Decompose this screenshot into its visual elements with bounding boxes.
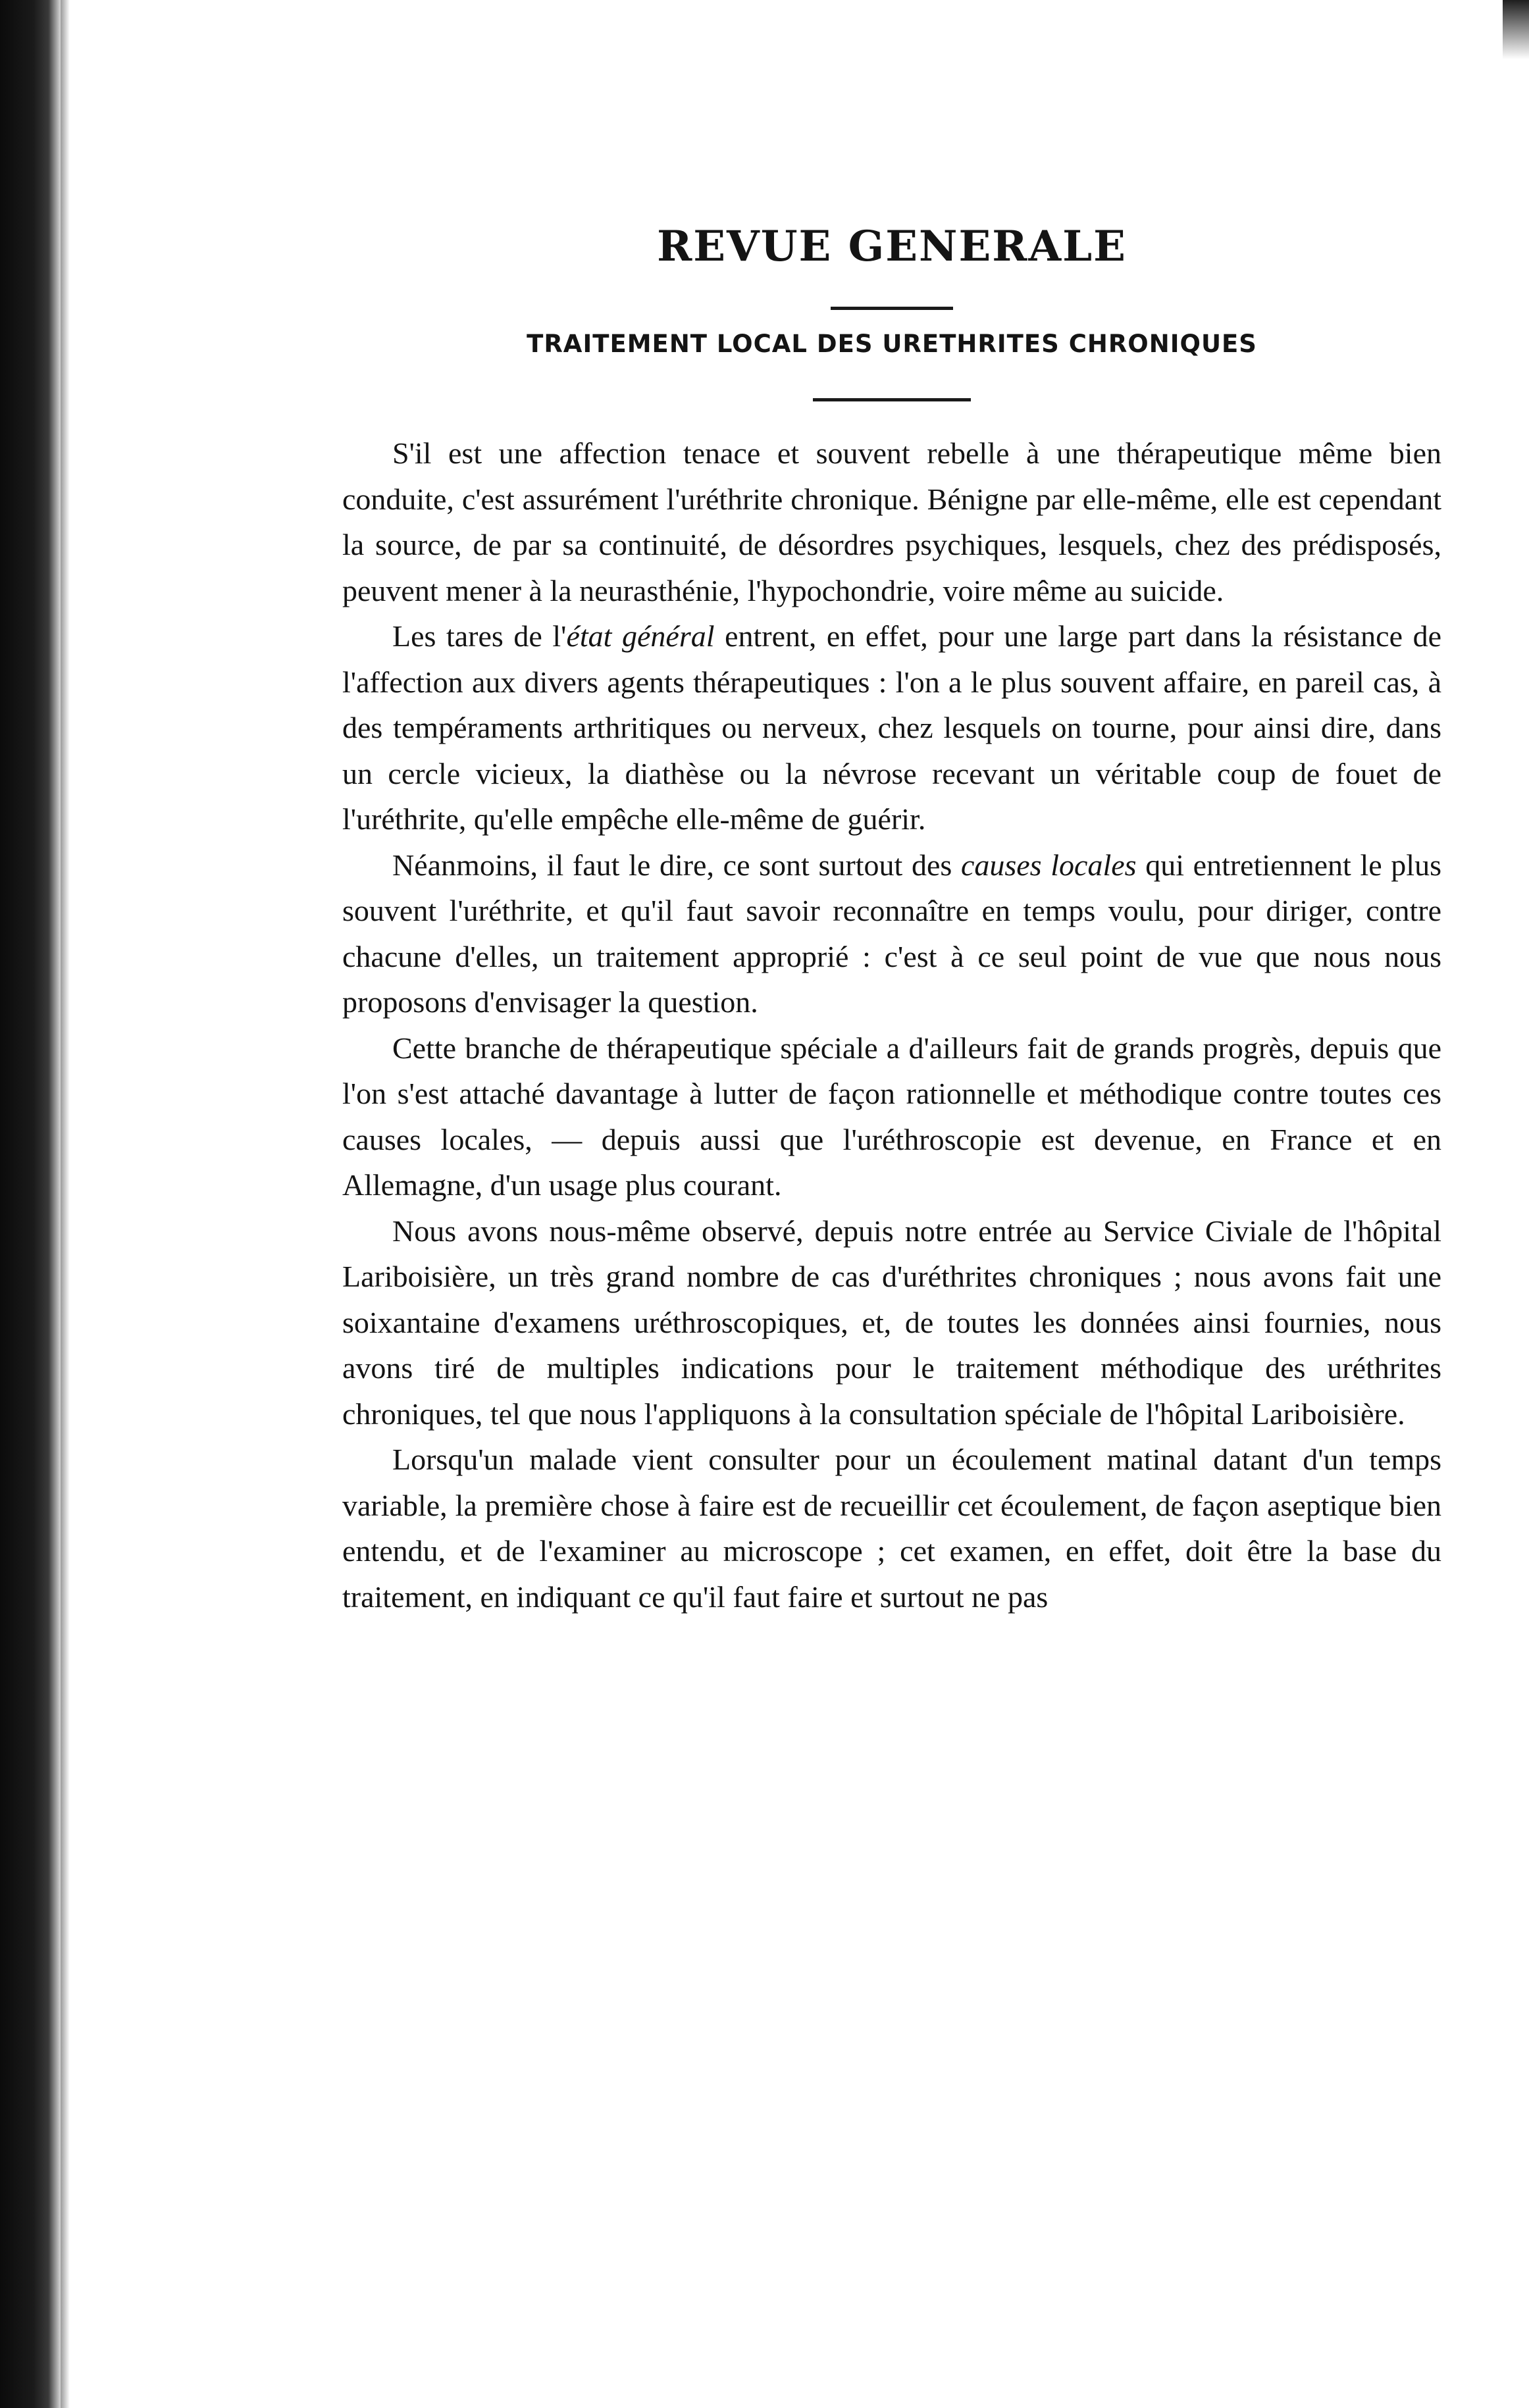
paragraph-4 [342,1025,1441,1208]
book-binding-shadow [0,0,61,2408]
paragraph-5 [342,1208,1441,1437]
paragraph-2 [342,613,1441,842]
paragraph-1 [342,430,1441,613]
italic-phrase-etat-general: état général [566,619,715,653]
binding-edge [61,0,70,2408]
paragraph-text: Les tares de l' [392,619,567,653]
paragraph-text: Néanmoins, il faut le dire, ce sont surtout des [392,848,961,882]
paragraph-3 [342,842,1441,1025]
italic-phrase-causes-locales: causes locales [960,848,1137,882]
paragraph-text: Nous avons nous-même observé, depuis notre entrée au Service Civiale de l'hôpital Lariboisière, un très grand nombre de cas d'uréthrites chroniques ; nous avons fait une soixantaine d'examens uréthroscopiques, et, de toutes les données ainsi fournies, nous avons tiré de multiples indications pour le traitement méthodique des uréthrites chroniques, tel que nous l'appliquons à la consultation spéciale de l'hôpital Lariboisière. [342,1214,1441,1431]
paragraph-text: qui entretiennent le plus souvent l'uréthrite, et qu'il faut savoir reconnaître en temps voulu, pour diriger, contre chacune d'elles, un traitement approprié : c'est à ce seul point de vue que nous nous proposons d'envisager la question. [342,848,1441,1019]
page-title: REVUE GENERALE [657,222,1127,271]
paragraph-text: Lorsqu'un malade vient consulter pour un écoulement matinal datant d'un temps variable, la première chose à faire est de recueillir cet écoulement, de façon aseptique bien entendu, et de l'examiner au microscope ; cet examen, en effet, doit être la base du traitement, en indiquant ce qu'il faut faire et surtout ne pas [342,1443,1441,1614]
article-body [342,430,1441,1620]
corner-scan-mark [1503,0,1529,59]
paragraph-text: entrent, en effet, pour une large part dans la résistance de l'affection aux divers agents thérapeutiques : l'on a le plus souvent affaire, en pareil cas, à des tempéraments arthritiques ou nerveux, chez lesquels on tourne, pour ainsi dire, dans un cercle vicieux, la diathèse ou la névrose recevant un véritable coup de fouet de l'uréthrite, qu'elle empêche elle-même de guérir. [342,619,1441,836]
paragraph-text: S'il est une affection tenace et souvent rebelle à une thérapeutique même bien conduite, c'est assurément l'uréthrite chronique. Bénigne par elle-même, elle est cependant la source, de par sa continuité, de désordres psychiques, lesquels, chez des prédisposés, peuvent mener à la neurasthénie, l'hypochondrie, voire même au suicide. [342,436,1441,607]
title-rule [831,307,953,310]
page-content [342,217,1441,1620]
subtitle-rule [813,398,971,401]
article-subtitle: TRAITEMENT LOCAL DES URETHRITES CHRONIQUES [527,330,1257,358]
paragraph-text: Cette branche de thérapeutique spéciale a d'ailleurs fait de grands progrès, depuis que l'on s'est attaché davantage à lutter de façon rationnelle et méthodique contre toutes ces causes locales, — depuis aussi que l'uréthroscopie est devenue, en France et en Allemagne, d'un usage plus courant. [342,1031,1441,1202]
paragraph-6 [342,1437,1441,1620]
